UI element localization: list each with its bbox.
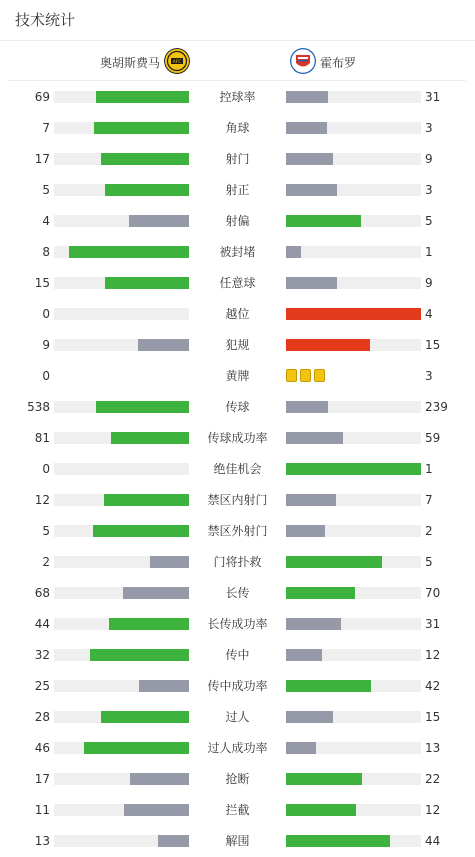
stat-row [0, 676, 475, 696]
away-stat-bar [286, 122, 421, 134]
away-stat-bar-fill [286, 153, 333, 165]
stat-row [0, 614, 475, 634]
away-stat-value: 3 [425, 369, 433, 383]
home-stat-value: 68 [34, 586, 50, 600]
home-stat-bar [54, 432, 189, 444]
away-stat-value: 15 [425, 338, 441, 352]
stat-label: 禁区外射门 [207, 524, 268, 538]
home-stat-value: 7 [42, 121, 50, 135]
home-stat-bar [54, 153, 189, 165]
away-stat-bar-fill [286, 742, 316, 754]
home-stat-bar-fill [96, 91, 189, 103]
home-stat-bar [54, 556, 189, 568]
home-stat-value: 2 [42, 555, 50, 569]
home-stat-bar [54, 525, 189, 537]
stat-row [0, 831, 475, 851]
home-stat-value: 69 [34, 90, 50, 104]
home-stat-value: 17 [34, 772, 50, 786]
home-stat-bar-fill [94, 122, 189, 134]
stat-row [0, 87, 475, 107]
yellow-card-icon [300, 369, 311, 382]
stat-label: 拦截 [225, 803, 250, 817]
away-stat-bar-fill [286, 494, 336, 506]
away-stat-bar [286, 246, 421, 258]
stat-row [0, 366, 475, 386]
home-stat-bar [54, 246, 189, 258]
home-stat-bar [54, 587, 189, 599]
away-stat-bar [286, 556, 421, 568]
home-stat-bar-fill [150, 556, 189, 568]
away-stat-value: 59 [425, 431, 441, 445]
home-stat-bar-fill [105, 184, 189, 196]
stat-label: 过人 [225, 710, 250, 724]
away-stat-bar-fill [286, 525, 325, 537]
home-stat-value: 28 [34, 710, 50, 724]
away-stat-bar [286, 525, 421, 537]
stat-row [0, 583, 475, 603]
stat-label: 传中成功率 [207, 679, 268, 693]
away-team[interactable] [290, 48, 356, 77]
home-stat-bar-fill [138, 339, 189, 351]
home-stat-value: 5 [42, 183, 50, 197]
home-stat-bar [54, 401, 189, 413]
home-stat-bar-fill [158, 835, 189, 847]
home-stat-bar-fill [130, 773, 189, 785]
home-stat-bar [54, 308, 189, 320]
away-stat-bar-fill [286, 711, 333, 723]
home-stat-bar-fill [101, 153, 189, 165]
stat-row [0, 459, 475, 479]
home-stat-value: 32 [34, 648, 50, 662]
home-stat-bar [54, 618, 189, 630]
home-stat-bar [54, 339, 189, 351]
stat-row [0, 180, 475, 200]
away-stat-value: 5 [425, 214, 433, 228]
away-stat-bar [286, 184, 421, 196]
away-stat-value: 31 [425, 90, 441, 104]
away-stat-bar [286, 680, 421, 692]
home-stat-value: 0 [42, 462, 50, 476]
away-stat-value: 1 [425, 245, 433, 259]
yellow-card-icon [286, 369, 297, 382]
stat-label: 抢断 [225, 772, 250, 786]
away-stat-value: 70 [425, 586, 441, 600]
away-stat-bar [286, 804, 421, 816]
stat-label: 过人成功率 [207, 741, 268, 755]
home-stat-bar-fill [105, 277, 189, 289]
home-stat-value: 0 [42, 369, 50, 383]
away-stat-value: 44 [425, 834, 441, 848]
away-stat-bar-fill [286, 277, 337, 289]
yellow-cards [286, 369, 325, 382]
away-stat-bar [286, 277, 421, 289]
stat-label: 长传 [225, 586, 250, 600]
home-stat-value: 9 [42, 338, 50, 352]
away-stat-bar [286, 587, 421, 599]
away-stat-bar-fill [286, 680, 371, 692]
stat-row [0, 397, 475, 417]
stat-row [0, 242, 475, 262]
stat-label: 越位 [225, 307, 250, 321]
away-stat-bar-fill [286, 556, 382, 568]
stat-row [0, 738, 475, 758]
home-stat-bar [54, 91, 189, 103]
away-stat-bar [286, 153, 421, 165]
home-stat-bar [54, 804, 189, 816]
away-stat-bar-fill [286, 773, 362, 785]
stat-row [0, 552, 475, 572]
home-stat-value: 25 [34, 679, 50, 693]
home-stat-bar [54, 649, 189, 661]
stat-row [0, 149, 475, 169]
away-stat-bar-fill [286, 308, 421, 320]
home-stat-value: 46 [34, 741, 50, 755]
stat-row [0, 521, 475, 541]
away-stat-value: 4 [425, 307, 433, 321]
away-stat-value: 3 [425, 121, 433, 135]
away-stat-bar-fill [286, 122, 327, 134]
home-stat-bar-fill [139, 680, 189, 692]
away-stat-bar-fill [286, 587, 355, 599]
stat-label: 绝佳机会 [213, 462, 262, 476]
stat-label: 射正 [225, 183, 250, 197]
home-stat-bar [54, 215, 189, 227]
stat-label: 解围 [225, 834, 250, 848]
away-stat-bar-fill [286, 804, 356, 816]
away-stat-bar-fill [286, 246, 301, 258]
away-stat-bar [286, 339, 421, 351]
home-stat-bar [54, 835, 189, 847]
away-stat-bar [286, 835, 421, 847]
aarhus-fremad-logo-icon [164, 48, 190, 77]
away-stat-value: 7 [425, 493, 433, 507]
away-stat-bar [286, 432, 421, 444]
away-stat-value: 15 [425, 710, 441, 724]
stat-row [0, 707, 475, 727]
stat-label: 被封堵 [219, 245, 256, 259]
stat-label: 传球成功率 [207, 431, 268, 445]
stat-label: 犯规 [225, 338, 250, 352]
stat-label: 传球 [225, 400, 250, 414]
stat-row [0, 769, 475, 789]
away-stat-bar [286, 711, 421, 723]
home-stat-bar [54, 277, 189, 289]
away-stat-value: 239 [425, 400, 448, 414]
stat-label: 禁区内射门 [207, 493, 268, 507]
stat-row [0, 335, 475, 355]
away-stat-bar [286, 773, 421, 785]
home-stat-bar [54, 742, 189, 754]
home-stat-value: 8 [42, 245, 50, 259]
stat-label: 角球 [225, 121, 250, 135]
home-stat-value: 11 [34, 803, 50, 817]
home-stat-bar-fill [104, 494, 189, 506]
home-stat-value: 538 [27, 400, 50, 414]
away-stat-value: 9 [425, 276, 433, 290]
home-stat-bar-fill [123, 587, 189, 599]
teams-header [0, 42, 475, 80]
away-stat-bar-fill [286, 215, 361, 227]
stat-label: 任意球 [219, 276, 256, 290]
home-stat-bar-fill [101, 711, 189, 723]
home-stat-value: 44 [34, 617, 50, 631]
stat-label: 长传成功率 [207, 617, 268, 631]
stat-label: 射偏 [225, 214, 250, 228]
stat-label: 射门 [225, 152, 250, 166]
home-stat-value: 12 [34, 493, 50, 507]
home-stat-bar [54, 122, 189, 134]
away-stat-bar-fill [286, 618, 341, 630]
home-stat-value: 17 [34, 152, 50, 166]
home-stat-value: 15 [34, 276, 50, 290]
svg-text:AFC: AFC [172, 60, 182, 65]
stat-row [0, 645, 475, 665]
home-stat-value: 81 [34, 431, 50, 445]
home-stat-bar [54, 463, 189, 475]
home-stat-bar [54, 184, 189, 196]
home-stat-bar-fill [124, 804, 189, 816]
stat-label: 传中 [225, 648, 250, 662]
away-stat-bar-fill [286, 432, 343, 444]
home-stat-bar [54, 680, 189, 692]
home-stat-bar-fill [96, 401, 189, 413]
home-stat-bar-fill [109, 618, 189, 630]
stat-row [0, 273, 475, 293]
away-stat-value: 13 [425, 741, 441, 755]
divider [0, 40, 475, 41]
away-stat-value: 22 [425, 772, 441, 786]
home-stat-value: 4 [42, 214, 50, 228]
away-stat-bar-fill [286, 401, 328, 413]
home-stat-value: 5 [42, 524, 50, 538]
away-stat-value: 9 [425, 152, 433, 166]
away-stat-bar-fill [286, 649, 322, 661]
divider [8, 80, 466, 81]
home-stat-bar [54, 773, 189, 785]
stat-row [0, 211, 475, 231]
stat-label: 黄牌 [225, 369, 250, 383]
yellow-card-icon [314, 369, 325, 382]
stat-row [0, 118, 475, 138]
away-stat-bar [286, 463, 421, 475]
away-stat-bar [286, 215, 421, 227]
home-stat-bar [54, 711, 189, 723]
away-stat-bar-fill [286, 463, 421, 475]
away-stat-value: 1 [425, 462, 433, 476]
away-team-name: 霍布罗 [320, 56, 357, 70]
away-stat-bar [286, 618, 421, 630]
home-team[interactable] [100, 48, 190, 77]
away-stat-bar [286, 742, 421, 754]
stat-row [0, 490, 475, 510]
away-stat-value: 42 [425, 679, 441, 693]
away-stat-bar-fill [286, 184, 337, 196]
home-stat-bar-fill [111, 432, 189, 444]
home-stat-bar-fill [93, 525, 189, 537]
away-stat-bar [286, 649, 421, 661]
stat-row [0, 800, 475, 820]
stat-label: 门将扑救 [213, 555, 262, 569]
stat-row [0, 304, 475, 324]
away-stat-bar [286, 494, 421, 506]
hobro-logo-icon [290, 48, 316, 77]
away-stat-value: 3 [425, 183, 433, 197]
away-stat-bar [286, 308, 421, 320]
home-stat-bar [54, 494, 189, 506]
section-title: 技术统计 [15, 11, 76, 29]
away-stat-value: 5 [425, 555, 433, 569]
home-stat-value: 0 [42, 307, 50, 321]
home-stat-bar-fill [90, 649, 189, 661]
home-stat-bar-fill [69, 246, 189, 258]
away-stat-bar [286, 91, 421, 103]
stat-row [0, 428, 475, 448]
away-stat-bar-fill [286, 339, 370, 351]
away-stat-value: 31 [425, 617, 441, 631]
home-stat-value: 13 [34, 834, 50, 848]
away-stat-value: 12 [425, 648, 441, 662]
away-stat-bar [286, 401, 421, 413]
away-stat-value: 2 [425, 524, 433, 538]
stat-label: 控球率 [219, 90, 256, 104]
home-team-name: 奥胡斯费马 [99, 56, 160, 70]
home-stat-bar-fill [84, 742, 189, 754]
away-stat-value: 12 [425, 803, 441, 817]
home-stat-bar-fill [129, 215, 189, 227]
away-stat-bar-fill [286, 835, 390, 847]
away-stat-bar-fill [286, 91, 328, 103]
